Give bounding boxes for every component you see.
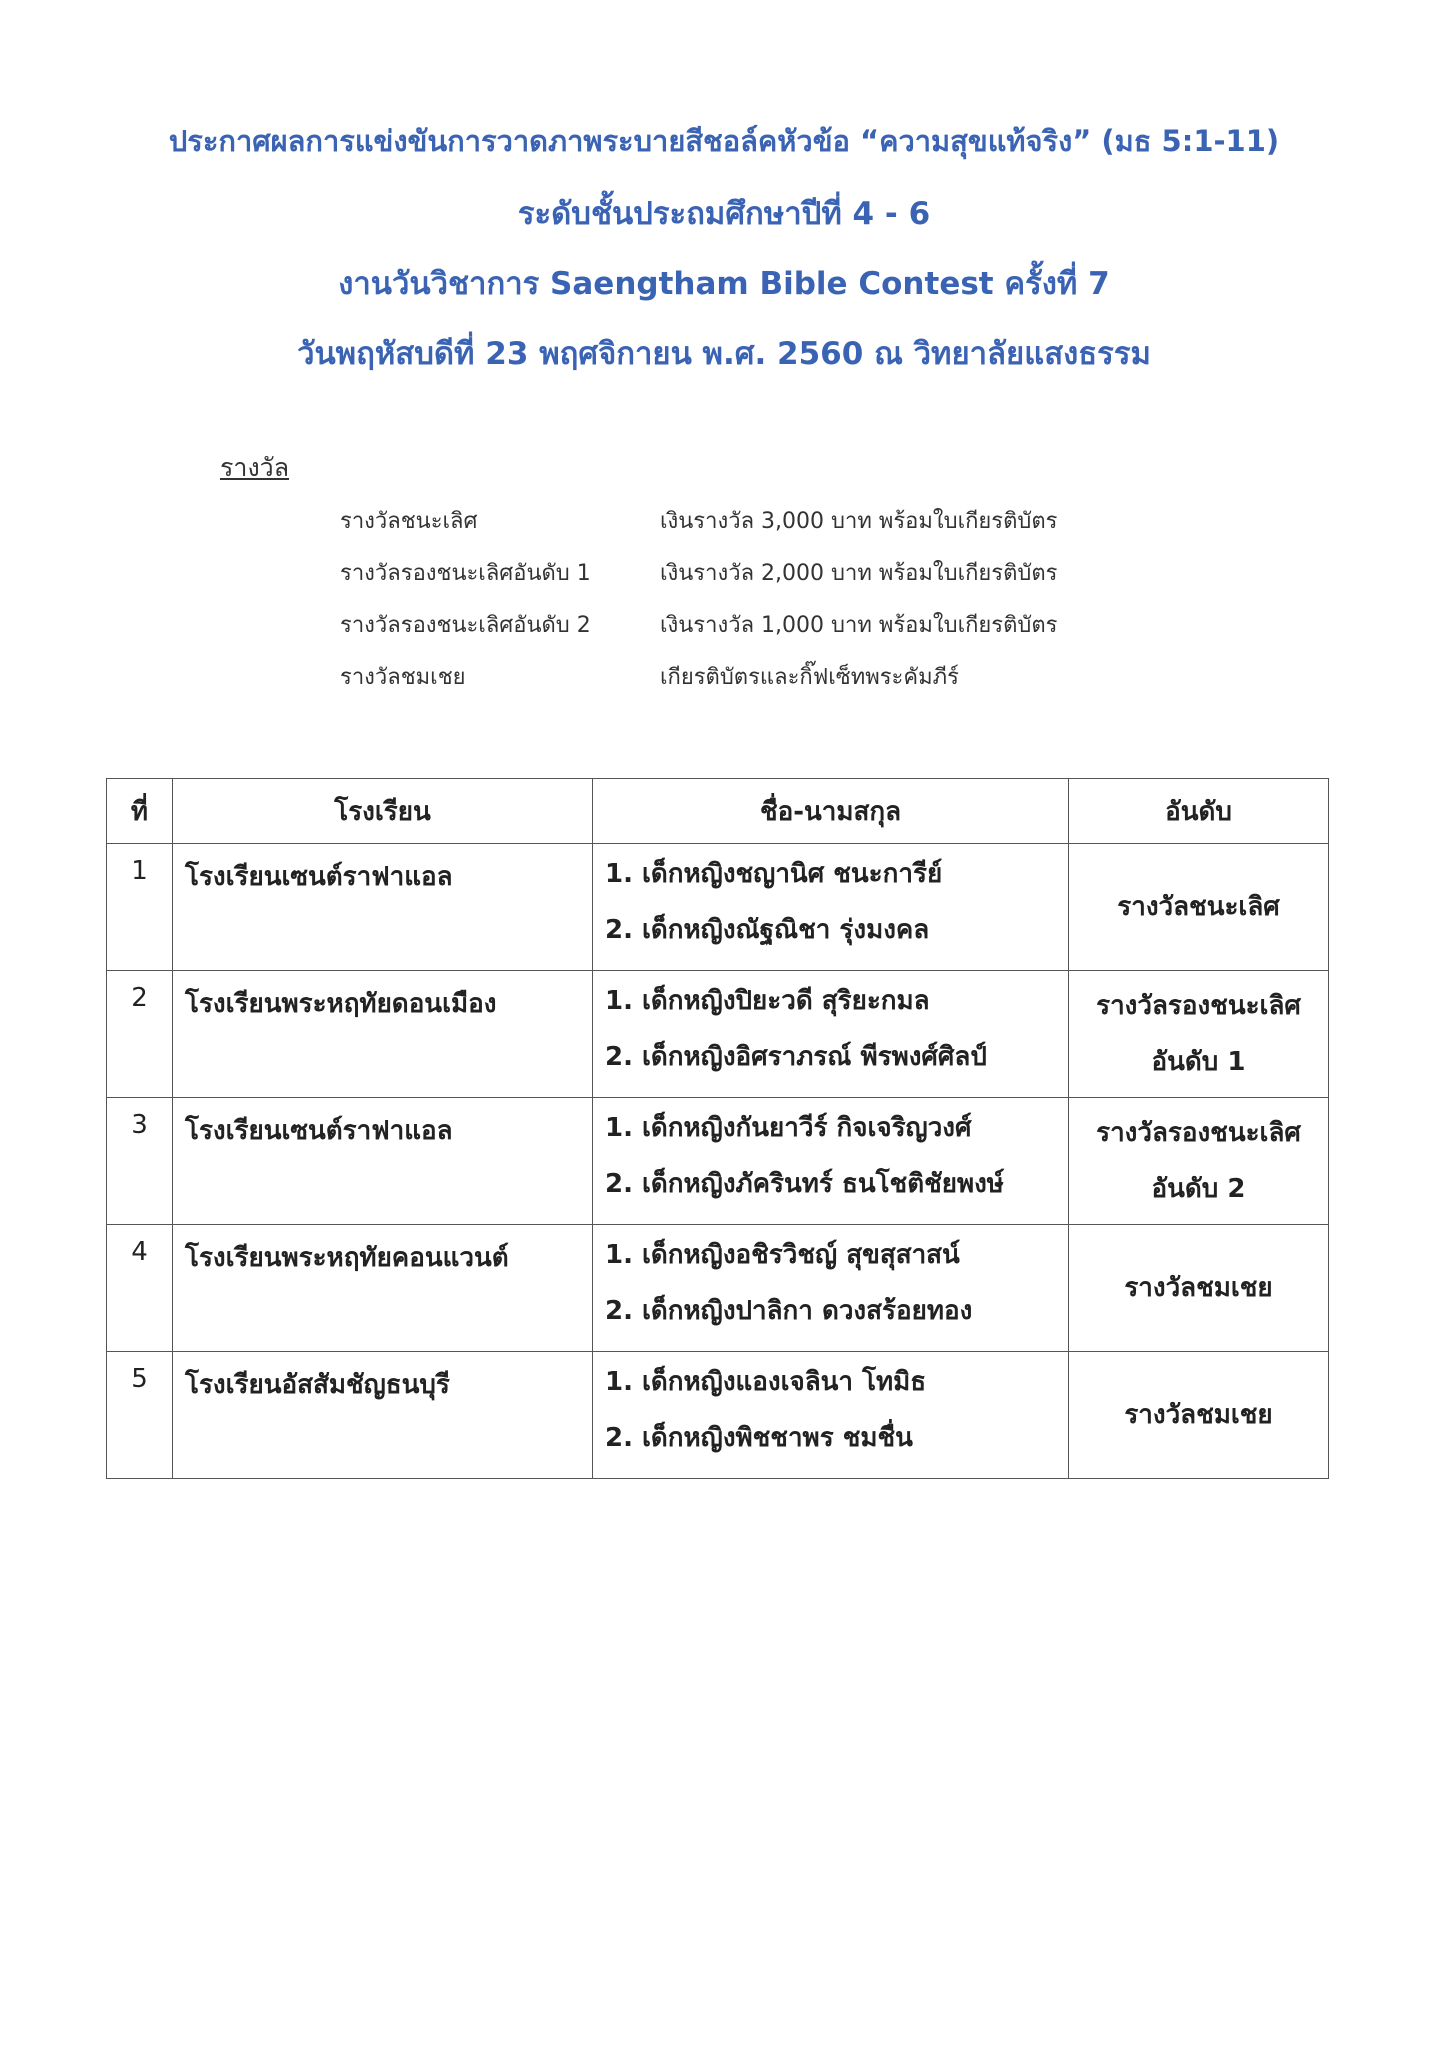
announcement-title: ประกาศผลการแข่งขันการวาดภาพระบายสีชอล์คหัวข้อ “ความสุขแท้จริง” (มธ 5:1-11) (168, 124, 1280, 158)
rank-cell (1069, 971, 1329, 1098)
school-name: โรงเรียนพระหฤทัยคอนแวนต์ (173, 1225, 593, 1352)
prize-description: เงินรางวัล 2,000 บาท พร้อมใบเกียรติบัตร (660, 561, 1058, 586)
date-venue-heading: วันพฤหัสบดีที่ 23 พฤศจิกายน พ.ศ. 2560 ณ วิทยาลัยแสงธรรม (297, 336, 1151, 372)
rank-cell (1069, 1225, 1329, 1352)
table-row (107, 844, 1329, 971)
student-name: 1. เด็กหญิงปิยะวดี สุริยะกมล (605, 986, 930, 1016)
rank-cell (1069, 1352, 1329, 1479)
rank-label-line2: อันดับ 1 (1151, 1047, 1246, 1077)
student-name: 1. เด็กหญิงกันยาวีร์ กิจเจริญวงศ์ (605, 1113, 972, 1143)
student-name: 2. เด็กหญิงอิศราภรณ์ พีรพงศ์ศิลป์ (605, 1042, 987, 1072)
row-number: 2 (107, 971, 173, 1098)
student-names (593, 971, 1069, 1098)
rank-label: รางวัลชมเชย (1124, 1400, 1273, 1430)
prize-name: รางวัลชมเชย (340, 665, 466, 690)
rank-cell (1069, 844, 1329, 971)
rank-label: รางวัลรองชนะเลิศ (1096, 991, 1301, 1021)
header-no: ที่ (107, 779, 173, 844)
grade-level-heading: ระดับชั้นประถมศึกษาปีที่ 4 - 6 (517, 196, 931, 232)
school-name: โรงเรียนอัสสัมชัญธนบุรี (173, 1352, 593, 1479)
student-name: 2. เด็กหญิงปาลิกา ดวงสร้อยทอง (605, 1296, 973, 1326)
table-row (107, 1225, 1329, 1352)
student-names (593, 1352, 1069, 1479)
rank-label: รางวัลรองชนะเลิศ (1096, 1118, 1301, 1148)
header-name: ชื่อ-นามสกุล (593, 779, 1069, 844)
student-name: 1. เด็กหญิงชญานิศ ชนะการีย์ (605, 859, 943, 889)
prize-description: เงินรางวัล 3,000 บาท พร้อมใบเกียรติบัตร (660, 509, 1058, 534)
rank-label: รางวัลชมเชย (1124, 1273, 1273, 1303)
student-name: 2. เด็กหญิงภัครินทร์ ธนโชติชัยพงษ์ (605, 1169, 1004, 1199)
row-number: 4 (107, 1225, 173, 1352)
school-name: โรงเรียนพระหฤทัยดอนเมือง (173, 971, 593, 1098)
student-name: 1. เด็กหญิงอชิรวิชญ์ สุขสุสาสน์ (605, 1240, 960, 1270)
header-school: โรงเรียน (173, 779, 593, 844)
student-names (593, 1225, 1069, 1352)
row-number: 5 (107, 1352, 173, 1479)
table-row (107, 1352, 1329, 1479)
row-number: 1 (107, 844, 173, 971)
row-number: 3 (107, 1098, 173, 1225)
prize-description: เงินรางวัล 1,000 บาท พร้อมใบเกียรติบัตร (660, 613, 1058, 638)
prize-name: รางวัลรองชนะเลิศอันดับ 2 (340, 613, 591, 638)
school-name: โรงเรียนเซนต์ราฟาแอล (173, 844, 593, 971)
table-row (107, 1098, 1329, 1225)
student-name: 2. เด็กหญิงณัฐณิชา รุ่งมงคล (605, 915, 930, 945)
rank-label-line2: อันดับ 2 (1151, 1174, 1246, 1204)
prize-description: เกียรติบัตรและกิ๊ฟเซ็ทพระคัมภีร์ (660, 665, 959, 690)
student-name: 1. เด็กหญิงแองเจลินา โทมิธ (605, 1367, 927, 1397)
student-names (593, 844, 1069, 971)
prizes-heading: รางวัล (220, 453, 290, 482)
prize-name: รางวัลชนะเลิศ (340, 509, 478, 534)
table-row (107, 971, 1329, 1098)
table-header-row (107, 779, 1329, 844)
results-table (106, 778, 1329, 1479)
rank-cell (1069, 1098, 1329, 1225)
student-name: 2. เด็กหญิงพิชชาพร ชมชื่น (605, 1423, 913, 1453)
header-rank: อันดับ (1069, 779, 1329, 844)
rank-label: รางวัลชนะเลิศ (1117, 892, 1280, 922)
school-name: โรงเรียนเซนต์ราฟาแอล (173, 1098, 593, 1225)
event-heading: งานวันวิชาการ Saengtham Bible Contest ครั้งที่ 7 (338, 266, 1110, 302)
student-names (593, 1098, 1069, 1225)
prize-name: รางวัลรองชนะเลิศอันดับ 1 (340, 561, 591, 586)
